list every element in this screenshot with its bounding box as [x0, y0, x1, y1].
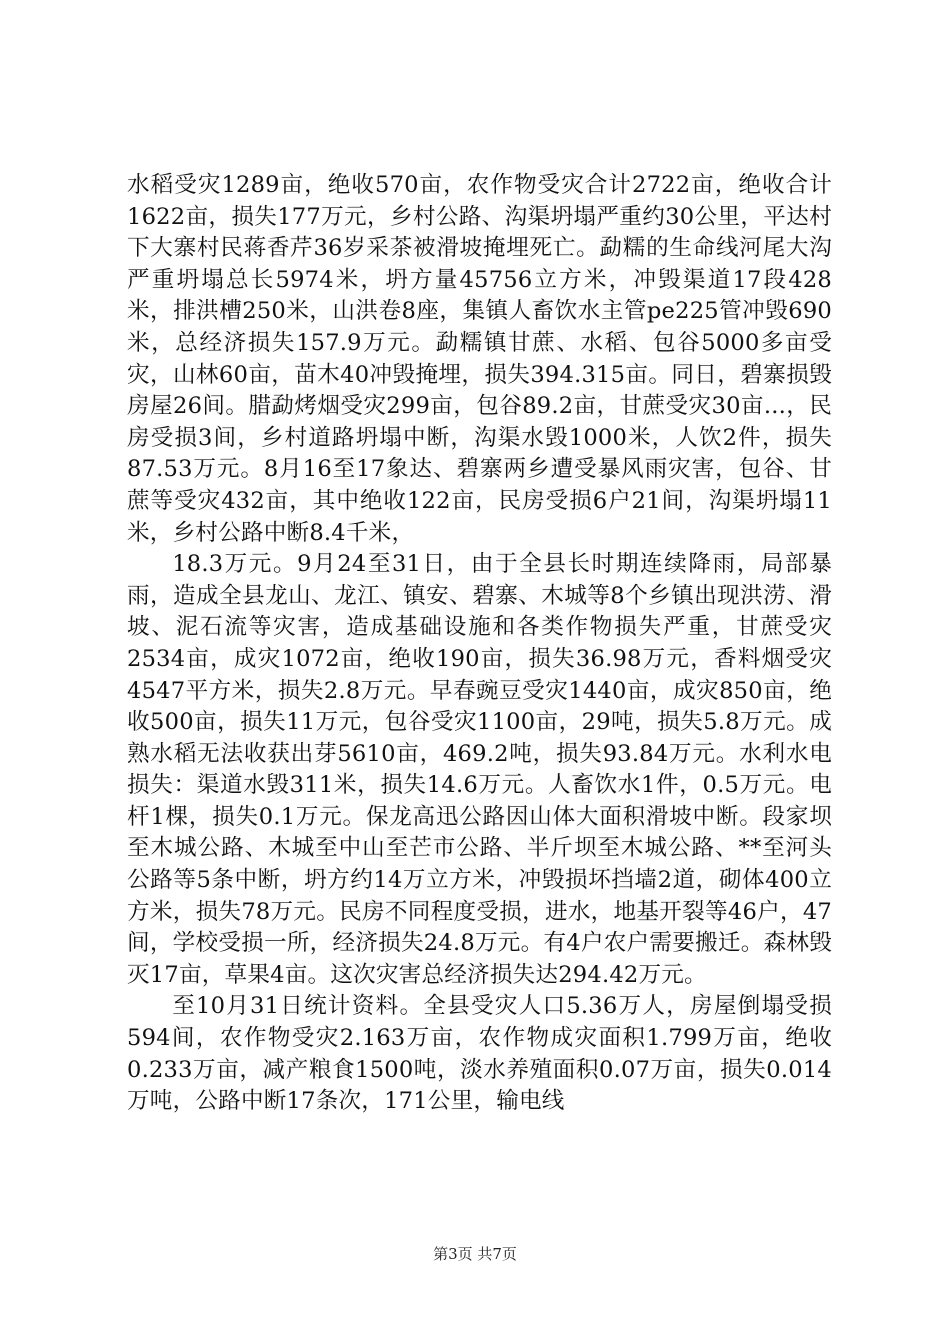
- paragraph-3: 至10月31日统计资料。全县受灾人口5.36万人，房屋倒塌受损594间，农作物受灾2.163万亩，农作物成灾面积1.799万亩，绝收0.233万亩，减产粮食1500吨，淡水养殖面积0.07万亩，损失0.014万吨，公路中断17条次，171公里，输电线: [127, 993, 832, 1115]
- paragraph-2: 18.3万元。9月24至31日，由于全县长时期连续降雨，局部暴雨，造成全县龙山、龙江、镇安、碧寨、木城等8个乡镇出现洪涝、滑坡、泥石流等灾害，造成基础设施和各类作物损失严重，甘蔗受灾2534亩，成灾1072亩，绝收190亩，损失36.98万元，香料烟受灾4547平方米，损失2.8万元。早春豌豆受灾1440亩，成灾850亩，绝收500亩，损失11万元，包谷受灾1100亩，29吨，损失5.8万元。成熟水稻无法收获出芽5610亩，469.2吨，损失93.84万元。水利水电损失：渠道水毁311米，损失14.6万元。人畜饮水1件，0.5万元。电杆1棵，损失0.1万元。保龙高迅公路因山体大面积滑坡中断。段家坝至木城公路、木城至中山至芒市公路、半斤坝至木城公路、**至河头公路等5条中断，坍方约14万立方米，冲毁损坏挡墙2道，砌体400立方米，损失78万元。民房不同程度受损，进水，地基开裂等46户，47间，学校受损一所，经济损失24.8万元。有4户农户需要搬迁。森林毁灭17亩，草果4亩。这次灾害总经济损失达294.42万元。: [127, 551, 832, 988]
- page-footer: 第3页 共7页: [433, 1245, 517, 1263]
- document-body: [127, 170, 832, 1118]
- paragraph-1: 水稻受灾1289亩，绝收570亩，农作物受灾合计2722亩，绝收合计1622亩，损失177万元，乡村公路、沟渠坍塌严重约30公里，平达村下大寨村民蒋香芹36岁采茶被滑坡掩埋死亡。勐糯的生命线河尾大沟严重坍塌总长5974米，坍方量45756立方米，冲毁渠道17段428米，排洪槽250米，山洪卷8座，集镇人畜饮水主管pe225管冲毁690米，总经济损失157.9万元。勐糯镇甘蔗、水稻、包谷5000多亩受灾，山林60亩，苗木40冲毁掩埋，损失394.315亩。同日，碧寨损毁房屋26间。腊勐烤烟受灾299亩，包谷89.2亩，甘蔗受灾30亩...，民房受损3间，乡村道路坍塌中断，沟渠水毁1000米，人饮2件，损失87.53万元。8月16至17象达、碧寨两乡遭受暴风雨灾害，包谷、甘蔗等受灾432亩，其中绝收122亩，民房受损6户21间，沟渠坍塌11米，乡村公路中断8.4千米，: [127, 172, 832, 546]
